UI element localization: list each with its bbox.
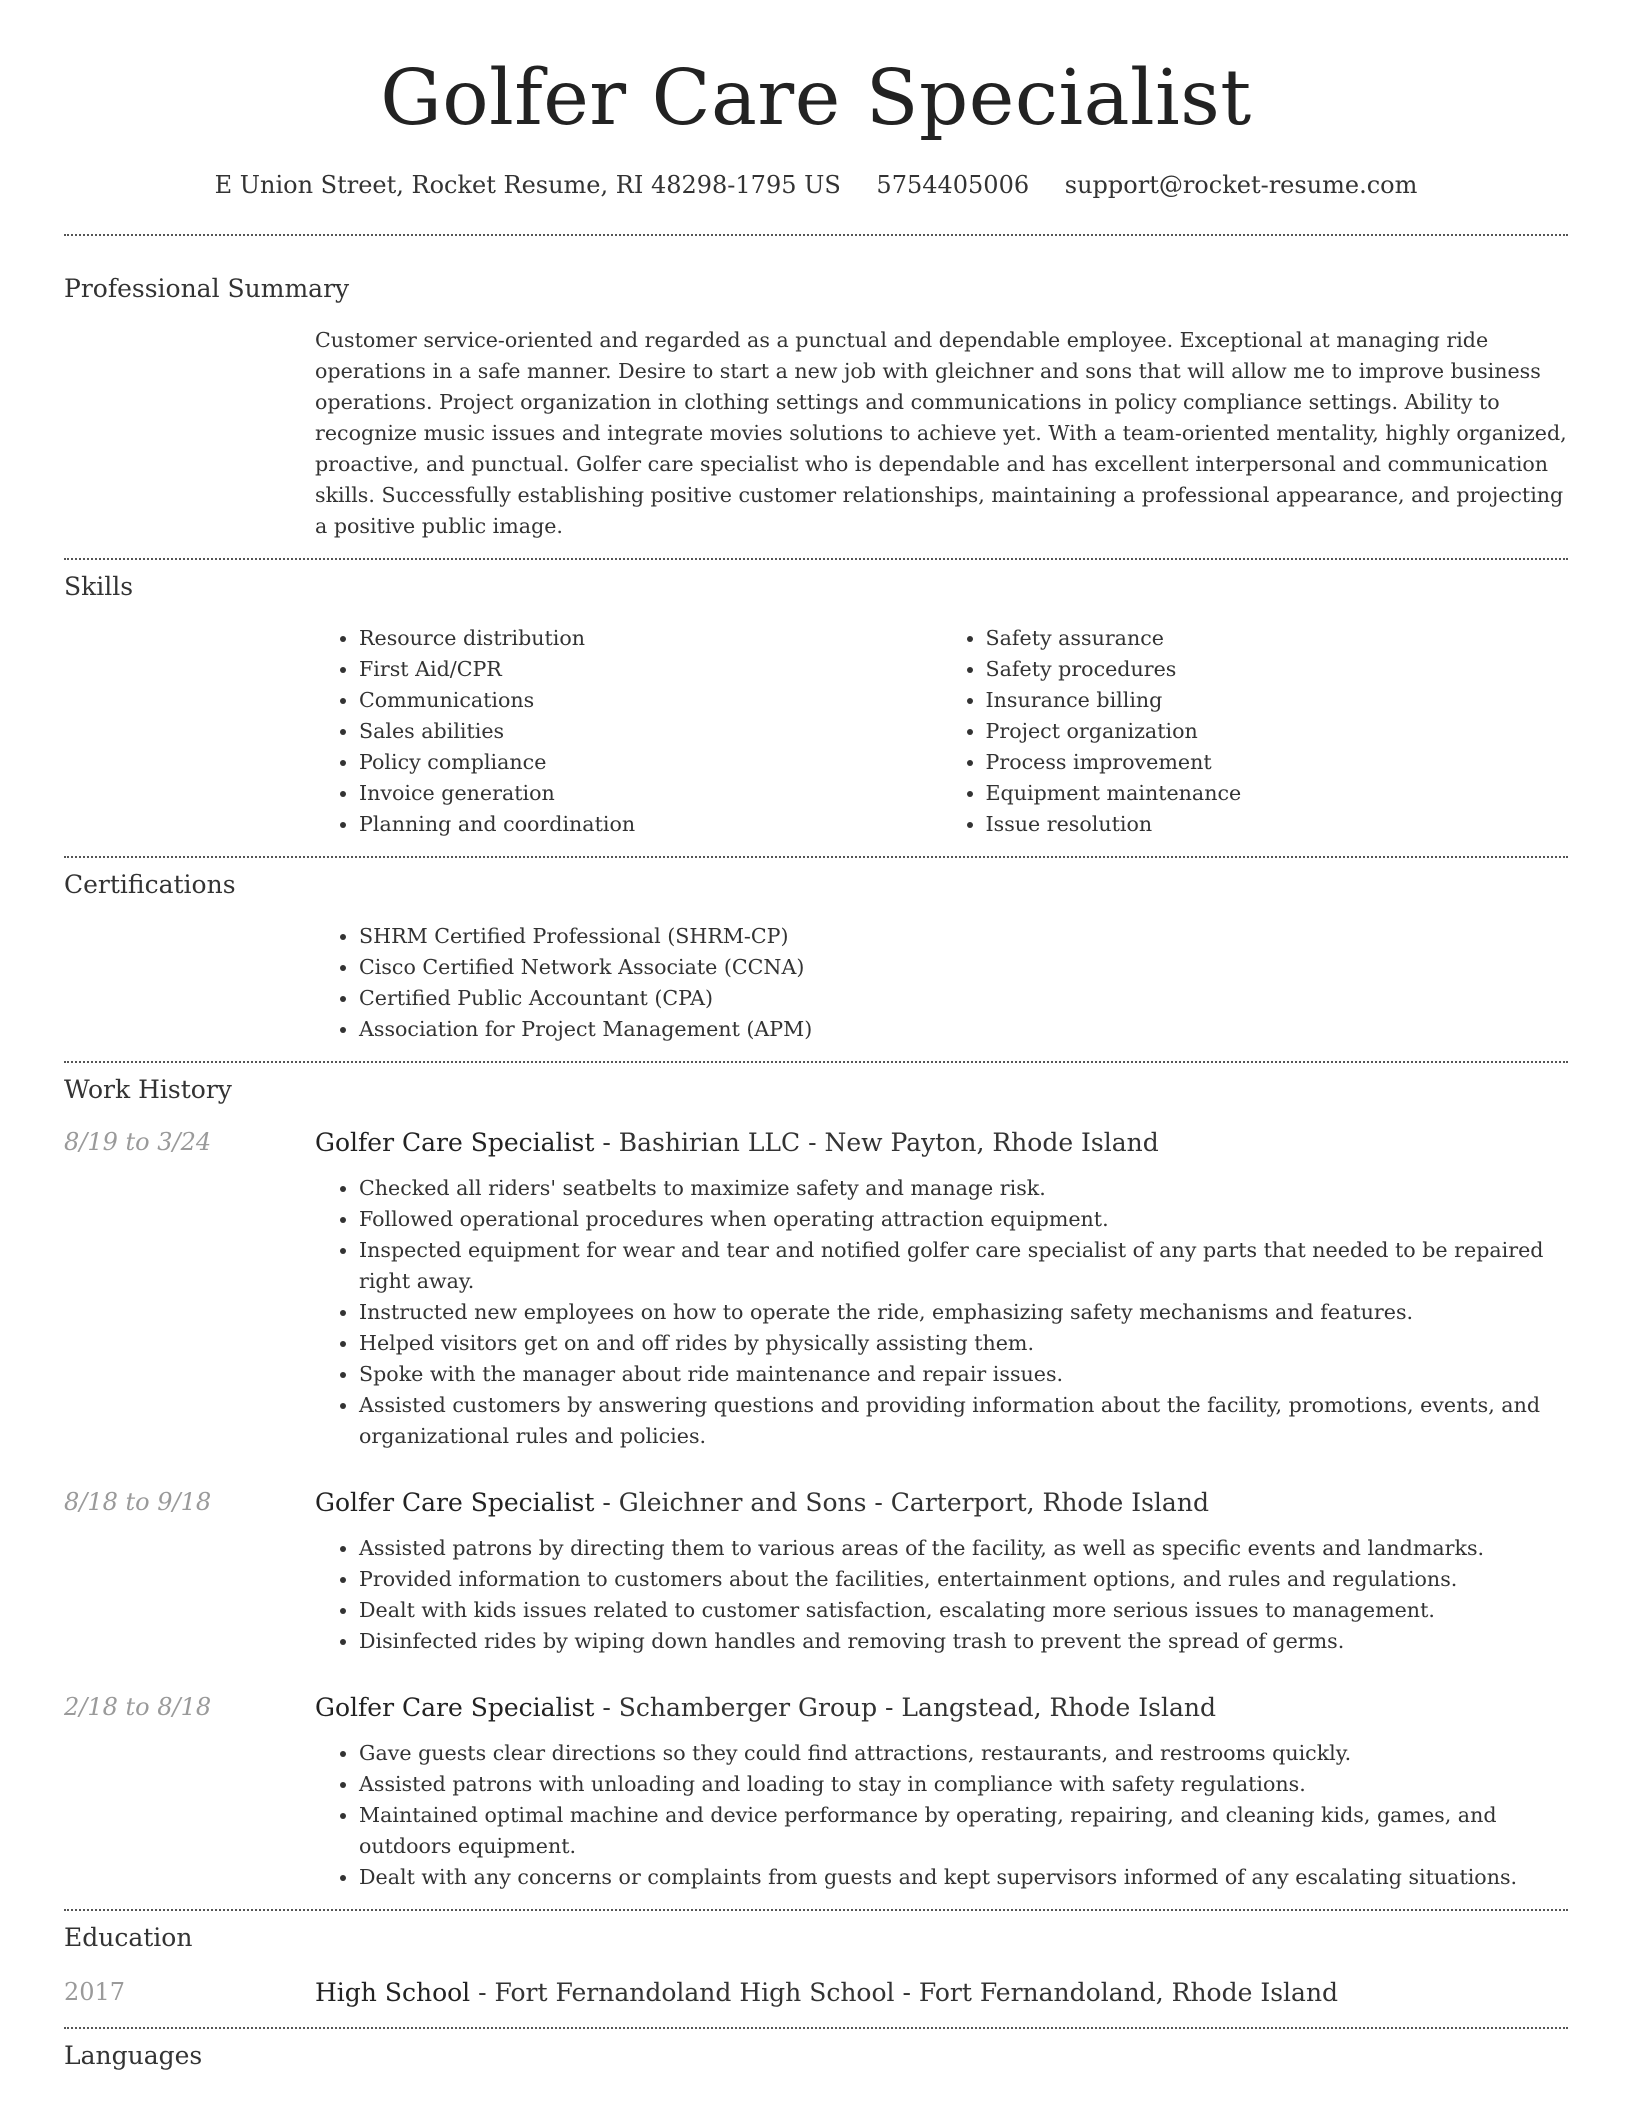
education-degree: High School	[315, 1978, 471, 2007]
duty-item: • Instructed new employees on how to operate the ride, emphasizing safety mechanisms and features.	[359, 1297, 1568, 1328]
job-duties-list	[315, 1738, 1568, 1893]
job-duties	[315, 1533, 1568, 1657]
divider	[64, 1061, 1568, 1063]
contact-line	[64, 171, 1568, 199]
job-title	[315, 1693, 1216, 1722]
certifications-content	[315, 921, 1568, 1045]
duty-item: • Inspected equipment for wear and tear and notified golfer care specialist of any parts that needed to be repaired right away.	[359, 1235, 1568, 1297]
divider	[64, 2027, 1568, 2029]
skill-item: • Insurance billing	[986, 685, 1569, 716]
skill-item: • Safety assurance	[986, 623, 1569, 654]
contact-address: E Union Street, Rocket Resume, RI 48298-1795 US	[214, 171, 841, 199]
summary-section	[64, 274, 1568, 542]
education-section	[64, 1923, 1568, 2007]
skills-list-left	[315, 623, 942, 840]
section-title-education: Education	[64, 1923, 193, 1952]
languages-section	[64, 2041, 1568, 2070]
skill-item: • Project organization	[986, 716, 1569, 747]
duty-item: • Spoke with the manager about ride maintenance and repair issues.	[359, 1359, 1568, 1390]
education-title	[315, 1978, 1338, 2007]
job-duties	[315, 1738, 1568, 1893]
section-title-work-history: Work History	[64, 1075, 232, 1104]
section-title-skills: Skills	[64, 572, 134, 601]
duty-item: • Helped visitors get on and off rides by physically assisting them.	[359, 1328, 1568, 1359]
duty-item: • Dealt with kids issues related to customer satisfaction, escalating more serious issues to management.	[359, 1595, 1568, 1626]
resume-name: Golfer Care Specialist	[380, 54, 1252, 143]
certification-item: • Cisco Certified Network Associate (CCNA)	[359, 952, 1568, 983]
duty-item: • Dealt with any concerns or complaints from guests and kept supervisors informed of any escalating situations.	[359, 1862, 1568, 1893]
certification-item: • SHRM Certified Professional (SHRM-CP)	[359, 921, 1568, 952]
job-dates: 8/18 to 9/18	[64, 1488, 212, 1516]
education-entry	[64, 1978, 1568, 2007]
contact-phone: 5754405006	[876, 171, 1030, 199]
job-employer: - Bashirian LLC - New Payton, Rhode Island	[594, 1128, 1159, 1157]
certifications-list	[315, 921, 1568, 1045]
divider	[64, 234, 1568, 236]
duty-item: • Followed operational procedures when operating attraction equipment.	[359, 1204, 1568, 1235]
job-role: Golfer Care Specialist	[315, 1488, 595, 1517]
skill-item: • First Aid/CPR	[359, 654, 942, 685]
job-role: Golfer Care Specialist	[315, 1693, 595, 1722]
skill-item: • Sales abilities	[359, 716, 942, 747]
job-duties-list	[315, 1533, 1568, 1657]
resume-page	[64, 0, 1568, 2070]
duty-item: • Assisted customers by answering questions and providing information about the facility, promotions, events, and organizational rules and policies.	[359, 1390, 1568, 1452]
skill-item: • Policy compliance	[359, 747, 942, 778]
job-title	[315, 1128, 1159, 1157]
duty-item: • Maintained optimal machine and device performance by operating, repairing, and cleaning kids, games, and outdoors equipment.	[359, 1800, 1568, 1862]
job-entry	[64, 1128, 1568, 1157]
divider	[64, 1909, 1568, 1911]
certifications-section	[64, 870, 1568, 1045]
divider	[64, 558, 1568, 560]
skills-columns	[315, 623, 1568, 840]
certification-item: • Association for Project Management (APM)	[359, 1014, 1568, 1045]
education-school: - Fort Fernandoland High School - Fort Fernandoland, Rhode Island	[470, 1978, 1339, 2007]
summary-text: Customer service-oriented and regarded as a punctual and dependable employee. Exceptional at managing ride operations in a safe manner. Desire to start a new job with gleichner and sons that will allow me to improve business operations. Project organization in clothing settings and communications in policy compliance settings. Ability to recognize music issues and integrate movies solutions to achieve yet. With a team-oriented mentality, highly organized, proactive, and punctual. Golfer care specialist who is dependable and has excellent interpersonal and communication skills. Successfully establishing positive customer relationships, maintaining a professional appearance, and projecting a positive public image.	[315, 328, 1567, 538]
job-title	[315, 1488, 1209, 1517]
job-role: Golfer Care Specialist	[315, 1128, 595, 1157]
skill-item: • Process improvement	[986, 747, 1569, 778]
job-employer: - Gleichner and Sons - Carterport, Rhode Island	[594, 1488, 1209, 1517]
section-title-summary: Professional Summary	[64, 274, 350, 303]
section-title-certifications: Certifications	[64, 870, 236, 899]
duty-item: • Checked all riders' seatbelts to maximize safety and manage risk.	[359, 1173, 1568, 1204]
section-title-languages: Languages	[64, 2041, 203, 2070]
job-duties-list	[315, 1173, 1568, 1452]
skill-item: • Equipment maintenance	[986, 778, 1569, 809]
job-dates: 8/19 to 3/24	[64, 1128, 212, 1156]
skill-item: • Planning and coordination	[359, 809, 942, 840]
divider	[64, 856, 1568, 858]
skills-section	[64, 572, 1568, 840]
job-entry	[64, 1693, 1568, 1722]
skill-item: • Safety procedures	[986, 654, 1569, 685]
education-date: 2017	[64, 1978, 126, 2006]
skill-item: • Resource distribution	[359, 623, 942, 654]
duty-item: • Provided information to customers about the facilities, entertainment options, and rules and regulations.	[359, 1564, 1568, 1595]
job-dates: 2/18 to 8/18	[64, 1693, 212, 1721]
duty-item: • Assisted patrons by directing them to various areas of the facility, as well as specific events and landmarks.	[359, 1533, 1568, 1564]
duty-item: • Disinfected rides by wiping down handles and removing trash to prevent the spread of germs.	[359, 1626, 1568, 1657]
work-history-section	[64, 1075, 1568, 1893]
contact-email: support@rocket-resume.com	[1064, 171, 1418, 199]
job-entry	[64, 1488, 1568, 1517]
job-employer: - Schamberger Group - Langstead, Rhode Island	[594, 1693, 1216, 1722]
skill-item: • Invoice generation	[359, 778, 942, 809]
certification-item: • Certified Public Accountant (CPA)	[359, 983, 1568, 1014]
skill-item: • Issue resolution	[986, 809, 1569, 840]
skill-item: • Communications	[359, 685, 942, 716]
skills-list-right	[942, 623, 1569, 840]
job-duties	[315, 1173, 1568, 1452]
duty-item: • Gave guests clear directions so they could find attractions, restaurants, and restrooms quickly.	[359, 1738, 1568, 1769]
duty-item: • Assisted patrons with unloading and loading to stay in compliance with safety regulations.	[359, 1769, 1568, 1800]
